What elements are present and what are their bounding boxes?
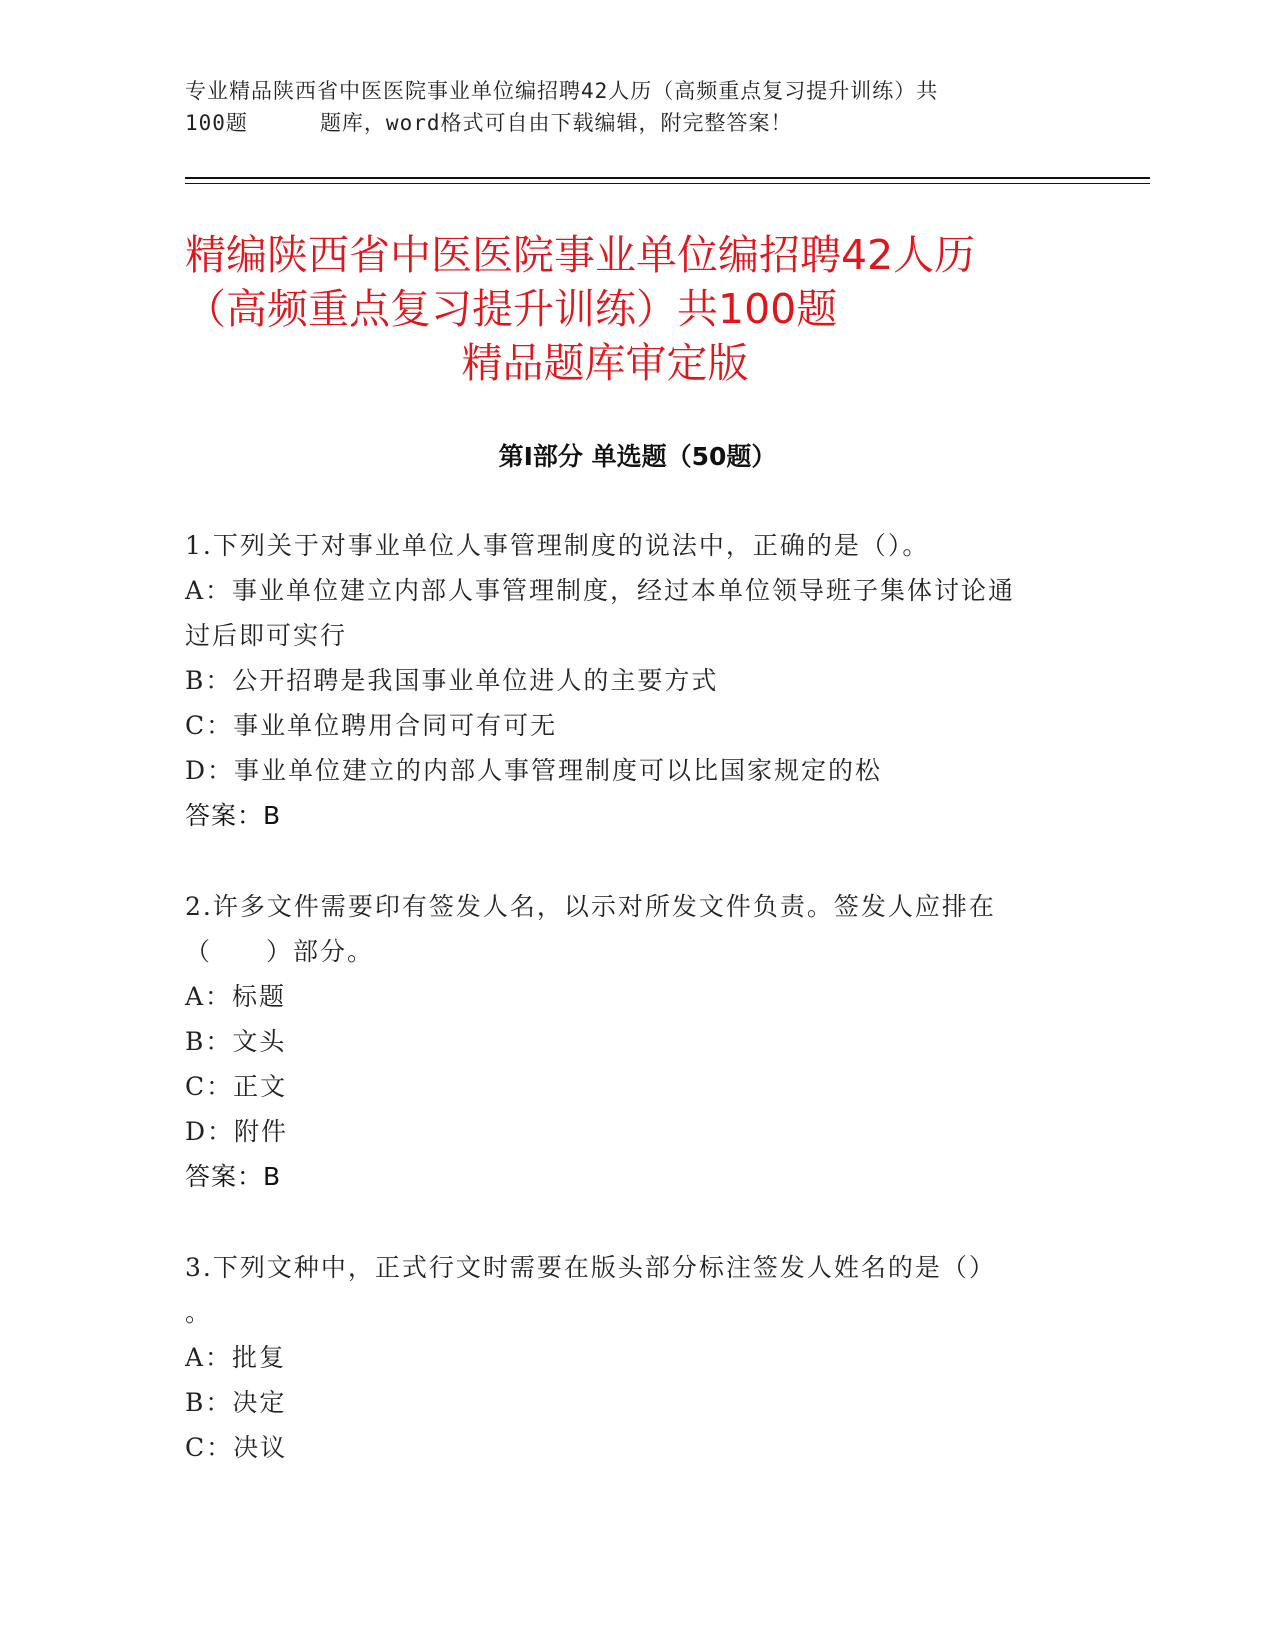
header-divider-thin [185, 183, 1150, 184]
option-a: A：标题 [185, 982, 287, 1011]
answer: 答案：B [185, 1162, 282, 1191]
title-line-3: 精品题库审定版 [461, 339, 749, 387]
question-1 [185, 523, 1085, 838]
question-stem: 3.下列文种中，正式行文时需要在版头部分标注签发人姓名的是（） [185, 1253, 996, 1282]
header-divider-thick [185, 177, 1150, 179]
option-b: B：文头 [185, 1027, 287, 1056]
option-a: A：事业单位建立内部人事管理制度，经过本单位领导班子集体讨论通 [185, 576, 1016, 605]
option-a-continued: 过后即可实行 [185, 621, 348, 650]
header-line-1: 专业精品陕西省中医医院事业单位编招聘42人历（高频重点复习提升训练）共 [185, 79, 939, 103]
option-d: D：事业单位建立的内部人事管理制度可以比国家规定的松 [185, 756, 883, 785]
title-line-1: 精编陕西省中医医院事业单位编招聘42人历 [185, 231, 976, 279]
question-stem-continued: （ ）部分。 [185, 937, 375, 966]
page-header [185, 75, 1065, 139]
option-c: C：正文 [185, 1072, 288, 1101]
question-stem: 1.下列关于对事业单位人事管理制度的说法中，正确的是（）。 [185, 531, 930, 560]
document-title [185, 228, 1085, 390]
section-heading: 第Ⅰ部分 单选题（50题） [498, 442, 777, 471]
question-2 [185, 884, 1085, 1199]
option-d: D：附件 [185, 1117, 289, 1146]
answer: 答案：B [185, 801, 282, 830]
question-3 [185, 1245, 1085, 1470]
header-line-2a: 100题 [185, 111, 248, 135]
question-stem: 2.许多文件需要印有签发人名，以示对所发文件负责。签发人应排在 [185, 892, 996, 921]
header-line-2b: 题库，word格式可自由下载编辑，附完整答案！ [319, 111, 793, 135]
option-a: A：批复 [185, 1343, 287, 1372]
option-c: C：决议 [185, 1433, 288, 1462]
question-stem-continued: 。 [185, 1298, 213, 1327]
question-list [185, 523, 1085, 1516]
title-line-2: （高频重点复习提升训练）共100题 [185, 285, 838, 333]
option-b: B：决定 [185, 1388, 287, 1417]
option-b: B：公开招聘是我国事业单位进人的主要方式 [185, 666, 719, 695]
option-c: C：事业单位聘用合同可有可无 [185, 711, 558, 740]
